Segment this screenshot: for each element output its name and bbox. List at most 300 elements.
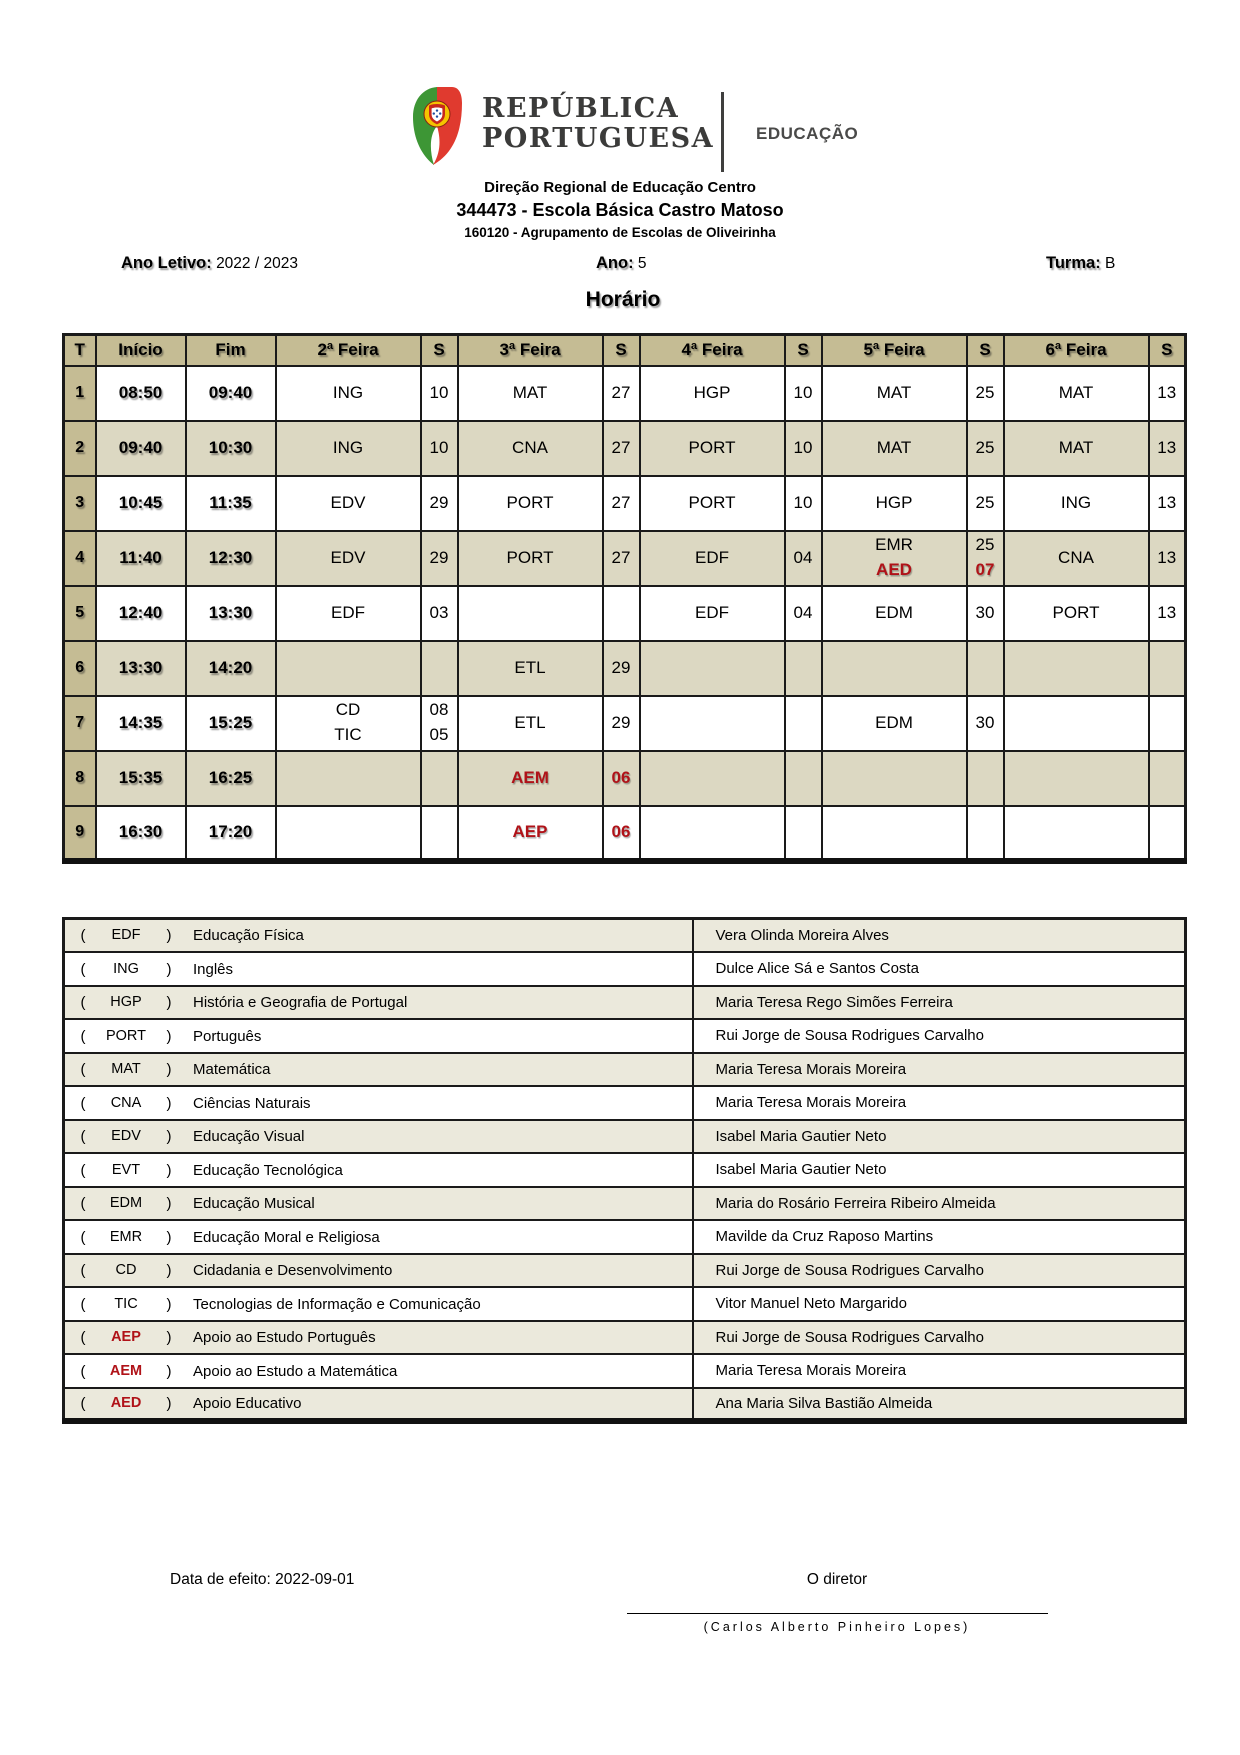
- cell-line: 27: [611, 547, 631, 567]
- cell-line: 05: [429, 725, 449, 744]
- subject-name: Apoio ao Estudo a Matemática: [193, 1362, 398, 1380]
- lesson-cell: [276, 751, 421, 806]
- lesson-cell: [1004, 751, 1149, 806]
- legend-row: [64, 1019, 1186, 1053]
- timetable-row: [64, 806, 1186, 861]
- period-number: 3: [64, 476, 96, 531]
- cell-line: EDM: [875, 712, 913, 732]
- lesson-cell: [822, 751, 967, 806]
- lesson-cell: [458, 806, 603, 861]
- legend-subject-cell: [64, 952, 693, 986]
- brand-divider: [721, 92, 724, 172]
- cell-line: EDF: [695, 547, 729, 567]
- legend-row: [64, 1086, 1186, 1120]
- paren-close: ): [166, 1128, 172, 1146]
- cell-line: EDF: [331, 602, 365, 622]
- room-cell: [1149, 366, 1186, 421]
- lesson-cell: [1004, 641, 1149, 696]
- legend-row: [64, 1220, 1186, 1254]
- teacher-name: Vera Olinda Moreira Alves: [693, 919, 1186, 953]
- room-cell: [421, 366, 458, 421]
- start-time: 09:40: [96, 421, 186, 476]
- timetable-row: [64, 366, 1186, 421]
- timetable-header: [64, 335, 1186, 366]
- cell-line: EDV: [330, 492, 366, 512]
- legend-subject-cell: [64, 1388, 693, 1422]
- cell-line: AED: [876, 560, 912, 579]
- lesson-cell: [640, 696, 785, 751]
- legend-row: [64, 1153, 1186, 1187]
- paren-open: (: [80, 1195, 86, 1213]
- period-number: 5: [64, 586, 96, 641]
- paren-open: (: [80, 1061, 86, 1079]
- regional-direction: Direção Regional de Educação Centro: [484, 179, 756, 196]
- school-cluster: 160120 - Agrupamento de Escolas de Oliveirinha: [464, 225, 776, 240]
- cell-line: MAT: [876, 382, 912, 402]
- cell-line: PORT: [688, 437, 736, 457]
- timetable-row: [64, 641, 1186, 696]
- legend-subject-cell: [64, 1254, 693, 1288]
- subject-name: Inglês: [193, 960, 234, 978]
- legend-row: [64, 919, 1186, 953]
- lesson-cell: [822, 806, 967, 861]
- start-time: 15:35: [96, 751, 186, 806]
- legend-code-group: [75, 1229, 177, 1246]
- subject-name: Tecnologias de Informação e Comunicação: [193, 1295, 481, 1313]
- cell-line: 29: [611, 712, 631, 732]
- room-cell: [785, 476, 822, 531]
- timetable-row: [64, 531, 1186, 586]
- subject-code: AEM: [109, 1362, 143, 1379]
- timetable: [62, 333, 1187, 864]
- lesson-cell: [1004, 366, 1149, 421]
- room-cell: [967, 366, 1004, 421]
- cell-line: EMR: [875, 535, 913, 555]
- legend-row: [64, 1254, 1186, 1288]
- lesson-cell: [1004, 586, 1149, 641]
- cell-line: 10: [793, 492, 813, 512]
- cell-line: 25: [975, 535, 995, 555]
- legend-row: [64, 1187, 1186, 1221]
- room-cell: [785, 586, 822, 641]
- grade-value: 5: [637, 255, 647, 272]
- room-cell: [603, 531, 640, 586]
- room-cell: [421, 476, 458, 531]
- start-time: 10:45: [96, 476, 186, 531]
- lesson-cell: [1004, 476, 1149, 531]
- teacher-name: Maria Teresa Morais Moreira: [693, 1053, 1186, 1087]
- paren-open: (: [80, 927, 86, 945]
- lesson-cell: [276, 531, 421, 586]
- start-time: 13:30: [96, 641, 186, 696]
- paren-close: ): [166, 1094, 172, 1112]
- director-name: (Carlos Alberto Pinheiro Lopes): [703, 1620, 971, 1634]
- lesson-cell: [458, 641, 603, 696]
- room-cell: [1149, 421, 1186, 476]
- paren-open: (: [80, 1362, 86, 1380]
- lesson-cell: [822, 641, 967, 696]
- paren-open: (: [80, 1027, 86, 1045]
- room-cell: [1149, 641, 1186, 696]
- teacher-name: Maria Teresa Morais Moreira: [693, 1086, 1186, 1120]
- period-number: 6: [64, 641, 96, 696]
- end-time: 14:20: [186, 641, 276, 696]
- grade: [596, 254, 647, 273]
- legend-code-group: [75, 1363, 177, 1380]
- legend-subject-cell: [64, 1287, 693, 1321]
- subject-code: ING: [113, 960, 139, 977]
- room-cell: [421, 421, 458, 476]
- paren-close: ): [166, 1395, 172, 1413]
- end-time: 16:25: [186, 751, 276, 806]
- room-cell: [967, 421, 1004, 476]
- room-cell: [603, 696, 640, 751]
- wordmark-line1: REPÚBLICA: [482, 93, 680, 124]
- legend-subject-cell: [64, 1086, 693, 1120]
- cell-line: 27: [611, 382, 631, 402]
- paren-close: ): [166, 1228, 172, 1246]
- subject-name: Cidadania e Desenvolvimento: [193, 1262, 393, 1280]
- lesson-cell: [640, 421, 785, 476]
- room-cell: [603, 476, 640, 531]
- cell-line: HGP: [693, 382, 731, 402]
- cell-line: 30: [975, 712, 995, 732]
- room-cell: [785, 366, 822, 421]
- subject-name: Matemática: [193, 1061, 271, 1079]
- cell-line: 10: [429, 437, 449, 457]
- teacher-name: Maria Teresa Rego Simões Ferreira: [693, 986, 1186, 1020]
- teacher-name: Mavilde da Cruz Raposo Martins: [693, 1220, 1186, 1254]
- school-identification: [0, 179, 1240, 240]
- room-cell: [785, 641, 822, 696]
- cell-line: PORT: [1052, 602, 1100, 622]
- director-label: O diretor: [806, 1571, 868, 1588]
- subject-name: Apoio ao Estudo Português: [193, 1329, 376, 1347]
- end-time: 12:30: [186, 531, 276, 586]
- subject-code: TIC: [114, 1295, 138, 1312]
- paren-close: ): [166, 1362, 172, 1380]
- paren-open: (: [80, 960, 86, 978]
- republica-portuguesa-wordmark: [482, 94, 714, 153]
- teacher-name: Rui Jorge de Sousa Rodrigues Carvalho: [693, 1019, 1186, 1053]
- end-time: 09:40: [186, 366, 276, 421]
- subject-code: EDV: [111, 1128, 141, 1145]
- cell-line: CNA: [1058, 547, 1094, 567]
- cell-line: PORT: [688, 492, 736, 512]
- cell-line: 10: [793, 437, 813, 457]
- room-cell: [785, 531, 822, 586]
- lesson-cell: [458, 421, 603, 476]
- cell-line: 13: [1157, 602, 1177, 622]
- cell-line: 29: [611, 657, 631, 677]
- start-time: 12:40: [96, 586, 186, 641]
- room-cell: [1149, 806, 1186, 861]
- school-year-label: Ano Letivo:: [121, 254, 212, 272]
- room-cell: [1149, 531, 1186, 586]
- start-time: 08:50: [96, 366, 186, 421]
- cell-line: MAT: [876, 437, 912, 457]
- lesson-cell: [276, 586, 421, 641]
- room-cell: [1149, 696, 1186, 751]
- subject-code: EVT: [111, 1161, 141, 1178]
- room-cell: [1149, 476, 1186, 531]
- room-cell: [421, 806, 458, 861]
- lesson-cell: [276, 476, 421, 531]
- legend-code-group: [75, 1128, 177, 1145]
- ministry-label: EDUCAÇÃO: [756, 124, 859, 143]
- lesson-cell: [640, 476, 785, 531]
- legend-row: [64, 1287, 1186, 1321]
- end-time: 17:20: [186, 806, 276, 861]
- cell-line: 29: [429, 547, 449, 567]
- room-cell: [785, 806, 822, 861]
- paren-close: ): [166, 994, 172, 1012]
- teacher-name: Maria Teresa Morais Moreira: [693, 1354, 1186, 1388]
- legend-row: [64, 1053, 1186, 1087]
- cell-line: ING: [332, 382, 364, 402]
- cell-line: MAT: [1058, 382, 1094, 402]
- subject-code: HGP: [110, 994, 142, 1011]
- room-cell: [785, 421, 822, 476]
- subject-name: História e Geografia de Portugal: [193, 994, 408, 1012]
- cell-line: 25: [975, 437, 995, 457]
- lesson-cell: [276, 641, 421, 696]
- school-name: 344473 - Escola Básica Castro Matoso: [456, 200, 784, 220]
- subject-name: Português: [193, 1027, 262, 1045]
- teacher-name: Maria do Rosário Ferreira Ribeiro Almeida: [693, 1187, 1186, 1221]
- lesson-cell: [640, 806, 785, 861]
- class-group-value: B: [1105, 255, 1116, 272]
- cell-line: PORT: [506, 492, 554, 512]
- teacher-name: Ana Maria Silva Bastião Almeida: [693, 1388, 1186, 1422]
- room-cell: [603, 751, 640, 806]
- period-number: 7: [64, 696, 96, 751]
- col-header: S: [967, 335, 1004, 366]
- lesson-cell: [276, 421, 421, 476]
- cell-line: ING: [332, 437, 364, 457]
- col-header: S: [1149, 335, 1186, 366]
- subject-name: Educação Física: [193, 927, 304, 945]
- lesson-cell: [276, 806, 421, 861]
- col-header: Início: [96, 335, 186, 366]
- period-number: 1: [64, 366, 96, 421]
- col-header: 2ª Feira: [276, 335, 421, 366]
- paren-open: (: [80, 1094, 86, 1112]
- class-group-label: Turma:: [1046, 254, 1101, 272]
- cell-line: ETL: [514, 712, 546, 732]
- legend-row: [64, 952, 1186, 986]
- legend-code-group: [75, 1195, 177, 1212]
- room-cell: [421, 641, 458, 696]
- period-number: 8: [64, 751, 96, 806]
- timetable-header-row: [64, 335, 1186, 366]
- cell-line: 29: [429, 492, 449, 512]
- cell-line: EDV: [330, 547, 366, 567]
- subject-code: EMR: [109, 1228, 143, 1245]
- cell-line: 07: [975, 560, 995, 579]
- legend-body: [64, 919, 1186, 1422]
- lesson-cell: [640, 751, 785, 806]
- room-cell: [967, 641, 1004, 696]
- lesson-cell: [822, 366, 967, 421]
- paren-open: (: [80, 1262, 86, 1280]
- legend-code-group: [75, 1296, 177, 1313]
- col-header: Fim: [186, 335, 276, 366]
- room-cell: [421, 696, 458, 751]
- teacher-name: Rui Jorge de Sousa Rodrigues Carvalho: [693, 1254, 1186, 1288]
- room-cell: [967, 696, 1004, 751]
- legend-row: [64, 1388, 1186, 1422]
- timetable-body: [64, 366, 1186, 861]
- cell-line: 10: [429, 382, 449, 402]
- lesson-cell: [640, 641, 785, 696]
- legend-subject-cell: [64, 1120, 693, 1154]
- cell-line: CD: [335, 700, 361, 720]
- legend-subject-cell: [64, 1354, 693, 1388]
- end-time: 10:30: [186, 421, 276, 476]
- teacher-name: Isabel Maria Gautier Neto: [693, 1153, 1186, 1187]
- start-time: 16:30: [96, 806, 186, 861]
- school-year-value: 2022 / 2023: [216, 255, 298, 272]
- cell-line: ETL: [514, 657, 546, 677]
- lesson-cell: [458, 531, 603, 586]
- cell-line: MAT: [1058, 437, 1094, 457]
- cell-line: 03: [429, 602, 449, 622]
- legend-code-group: [75, 994, 177, 1011]
- legend-row: [64, 1321, 1186, 1355]
- paren-close: ): [166, 927, 172, 945]
- start-time: 11:40: [96, 531, 186, 586]
- room-cell: [603, 421, 640, 476]
- lesson-cell: [822, 531, 967, 586]
- paren-close: ): [166, 960, 172, 978]
- legend-row: [64, 1354, 1186, 1388]
- republica-portuguesa-logo: [410, 86, 464, 171]
- lesson-cell: [458, 696, 603, 751]
- room-cell: [603, 366, 640, 421]
- cell-line: 04: [793, 547, 813, 567]
- teacher-name: Isabel Maria Gautier Neto: [693, 1120, 1186, 1154]
- room-cell: [603, 806, 640, 861]
- lesson-cell: [458, 476, 603, 531]
- paren-close: ): [166, 1061, 172, 1079]
- cell-line: 08: [429, 700, 449, 720]
- lesson-cell: [640, 366, 785, 421]
- lesson-cell: [822, 476, 967, 531]
- legend-code-group: [75, 961, 177, 978]
- col-header: S: [603, 335, 640, 366]
- cell-line: EDM: [875, 602, 913, 622]
- lesson-cell: [822, 586, 967, 641]
- cell-line: MAT: [512, 382, 548, 402]
- lesson-cell: [276, 366, 421, 421]
- lesson-cell: [458, 586, 603, 641]
- end-time: 11:35: [186, 476, 276, 531]
- signature-line: [627, 1598, 1048, 1614]
- cell-line: 13: [1157, 437, 1177, 457]
- effective-date: Data de efeito: 2022-09-01: [170, 1571, 355, 1588]
- legend-row: [64, 986, 1186, 1020]
- room-cell: [603, 641, 640, 696]
- paren-close: ): [166, 1195, 172, 1213]
- portugal-flag-icon: [410, 86, 464, 166]
- subject-code: CD: [115, 1262, 137, 1279]
- cell-line: CNA: [512, 437, 548, 457]
- col-header: 6ª Feira: [1004, 335, 1149, 366]
- cell-line: 27: [611, 492, 631, 512]
- cell-line: 06: [611, 767, 631, 787]
- lesson-cell: [822, 696, 967, 751]
- col-header-t: T: [64, 335, 96, 366]
- legend-subject-cell: [64, 986, 693, 1020]
- paren-open: (: [80, 1228, 86, 1246]
- legend-subject-cell: [64, 1153, 693, 1187]
- cell-line: 25: [975, 492, 995, 512]
- lesson-cell: [1004, 421, 1149, 476]
- paren-close: ): [166, 1161, 172, 1179]
- school-year: [121, 254, 298, 273]
- teacher-name: Vitor Manuel Neto Margarido: [693, 1287, 1186, 1321]
- class-info-row: [0, 254, 1240, 278]
- cell-line: AEP: [512, 821, 548, 841]
- room-cell: [421, 586, 458, 641]
- lesson-cell: [640, 586, 785, 641]
- room-cell: [967, 806, 1004, 861]
- room-cell: [421, 531, 458, 586]
- room-cell: [967, 531, 1004, 586]
- period-number: 9: [64, 806, 96, 861]
- start-time: 14:35: [96, 696, 186, 751]
- timetable-row: [64, 696, 1186, 751]
- lesson-cell: [458, 366, 603, 421]
- period-number: 4: [64, 531, 96, 586]
- room-cell: [603, 586, 640, 641]
- lesson-cell: [1004, 806, 1149, 861]
- legend-code-group: [75, 1329, 177, 1346]
- timetable-row: [64, 421, 1186, 476]
- subject-name: Educação Moral e Religiosa: [193, 1228, 380, 1246]
- lesson-cell: [1004, 531, 1149, 586]
- subject-name: Educação Musical: [193, 1195, 315, 1213]
- cell-line: 13: [1157, 492, 1177, 512]
- page-title: Horário: [585, 288, 661, 311]
- timetable-row: [64, 586, 1186, 641]
- legend-code-group: [75, 1028, 177, 1045]
- period-number: 2: [64, 421, 96, 476]
- col-header: 4ª Feira: [640, 335, 785, 366]
- grade-label: Ano:: [596, 254, 634, 272]
- subject-code: EDM: [109, 1195, 143, 1212]
- legend-code-group: [75, 1061, 177, 1078]
- cell-line: 10: [793, 382, 813, 402]
- col-header: 3ª Feira: [458, 335, 603, 366]
- legend-code-group: [75, 1162, 177, 1179]
- paren-open: (: [80, 1128, 86, 1146]
- cell-line: 30: [975, 602, 995, 622]
- lesson-cell: [822, 421, 967, 476]
- room-cell: [967, 476, 1004, 531]
- paren-close: ): [166, 1329, 172, 1347]
- cell-line: 13: [1157, 547, 1177, 567]
- end-time: 15:25: [186, 696, 276, 751]
- timetable-row: [64, 751, 1186, 806]
- teacher-name: Dulce Alice Sá e Santos Costa: [693, 952, 1186, 986]
- legend-code-group: [75, 1395, 177, 1412]
- lesson-cell: [1004, 696, 1149, 751]
- lesson-cell: [276, 696, 421, 751]
- subject-code: EDF: [111, 927, 141, 944]
- subject-name: Educação Visual: [193, 1128, 305, 1146]
